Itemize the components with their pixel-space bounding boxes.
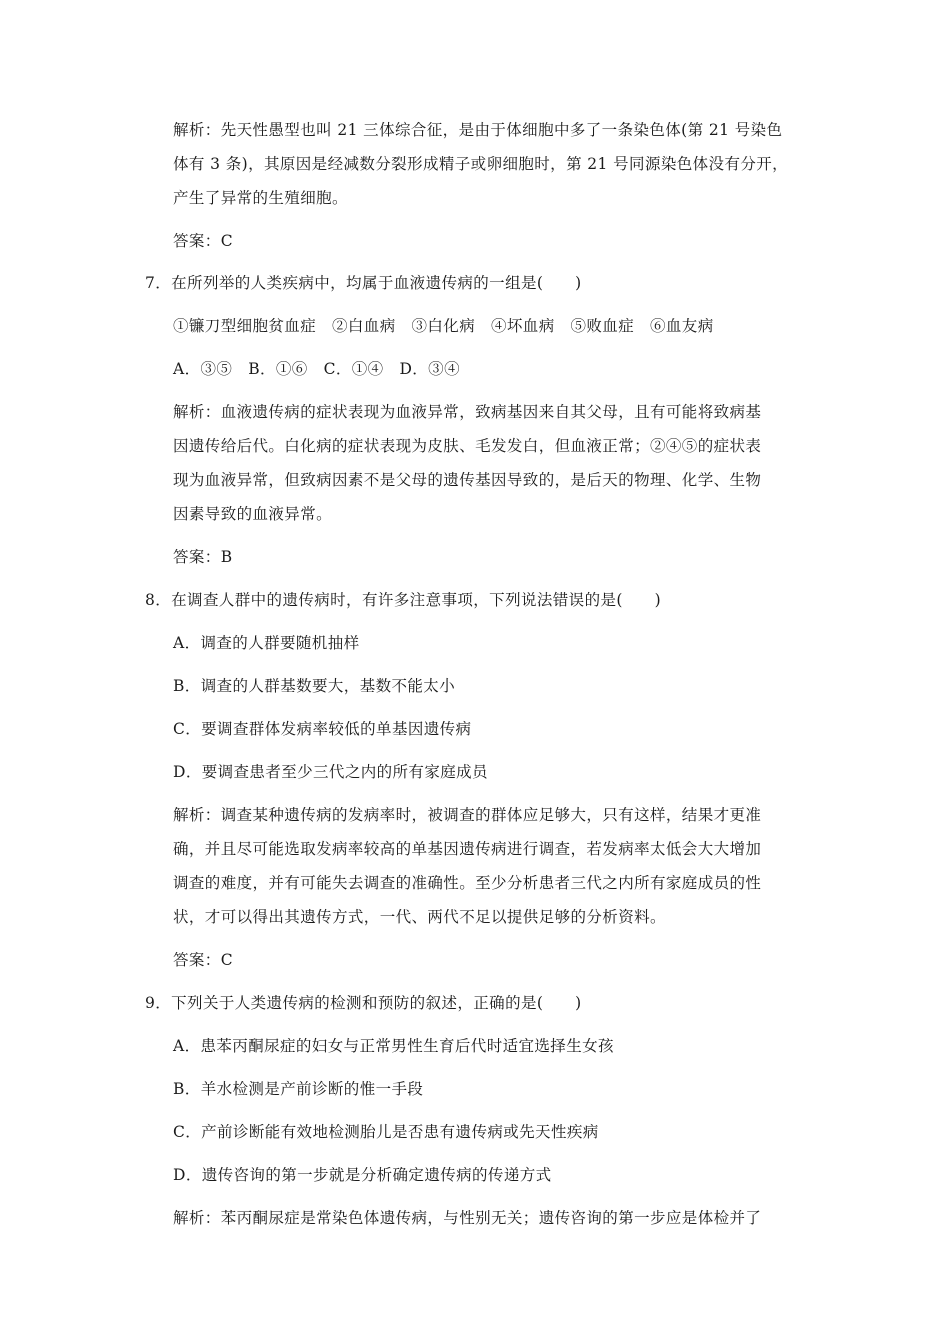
analysis-text-line: 因遗传给后代。白化病的症状表现为皮肤、毛发发白，但血液正常；②④⑤的症状表	[173, 437, 762, 455]
analysis-text-line: 解析：调查某种遗传病的发病率时，被调查的群体应足够大，只有这样，结果才更准	[173, 806, 762, 824]
analysis-text-line: 现为血液异常，但致病因素不是父母的遗传基因导致的，是后天的物理、化学、生物	[173, 471, 762, 489]
question-7-stem: 7．在所列举的人类疾病中，均属于血液遗传病的一组是( )	[145, 274, 582, 292]
question-9-stem: 9．下列关于人类遗传病的检测和预防的叙述，正确的是( )	[145, 994, 582, 1012]
question-8-stem: 8．在调查人群中的遗传病时，有许多注意事项，下列说法错误的是( )	[145, 591, 662, 609]
question-9-option-a: A．患苯丙酮尿症的妇女与正常男性生育后代时适宜选择生女孩	[173, 1037, 614, 1055]
answer-text: 答案：C	[173, 951, 233, 969]
question-7-options: A．③⑤ B．①⑥ C．①④ D．③④	[173, 360, 460, 378]
question-8-option-c: C．要调查群体发病率较低的单基因遗传病	[173, 720, 472, 738]
analysis-text-line: 解析：先天性愚型也叫 21 三体综合征，是由于体细胞中多了一条染色体(第 21 号染色	[173, 121, 783, 139]
analysis-text-line: 确，并且尽可能选取发病率较高的单基因遗传病进行调查，若发病率太低会大大增加	[173, 840, 762, 858]
analysis-text-line: 解析：血液遗传病的症状表现为血液异常，致病基因来自其父母，且有可能将致病基	[173, 403, 762, 421]
question-8-option-d: D．要调查患者至少三代之内的所有家庭成员	[173, 763, 488, 781]
question-8-option-b: B．调查的人群基数要大，基数不能太小	[173, 677, 456, 695]
analysis-text-line: 解析：苯丙酮尿症是常染色体遗传病，与性别无关；遗传咨询的第一步应是体检并了	[173, 1209, 762, 1227]
question-9-option-c: C．产前诊断能有效地检测胎儿是否患有遗传病或先天性疾病	[173, 1123, 599, 1141]
analysis-text-line: 状，才可以得出其遗传方式，一代、两代不足以提供足够的分析资料。	[173, 908, 666, 926]
question-8-option-a: A．调查的人群要随机抽样	[173, 634, 360, 652]
question-9-option-d: D．遗传咨询的第一步就是分析确定遗传病的传递方式	[173, 1166, 552, 1184]
answer-text: 答案：C	[173, 232, 233, 250]
analysis-text-line: 调查的难度，并有可能失去调查的准确性。至少分析患者三代之内所有家庭成员的性	[173, 874, 762, 892]
question-9-option-b: B．羊水检测是产前诊断的惟一手段	[173, 1080, 424, 1098]
analysis-text-line: 因素导致的血液异常。	[173, 505, 333, 523]
analysis-text-line: 产生了异常的生殖细胞。	[173, 189, 348, 207]
question-7-items: ①镰刀型细胞贫血症 ②白血病 ③白化病 ④坏血病 ⑤败血症 ⑥血友病	[173, 317, 714, 335]
analysis-text-line: 体有 3 条)，其原因是经减数分裂形成精子或卵细胞时，第 21 号同源染色体没有分开，	[173, 155, 789, 173]
answer-text: 答案：B	[173, 548, 233, 566]
